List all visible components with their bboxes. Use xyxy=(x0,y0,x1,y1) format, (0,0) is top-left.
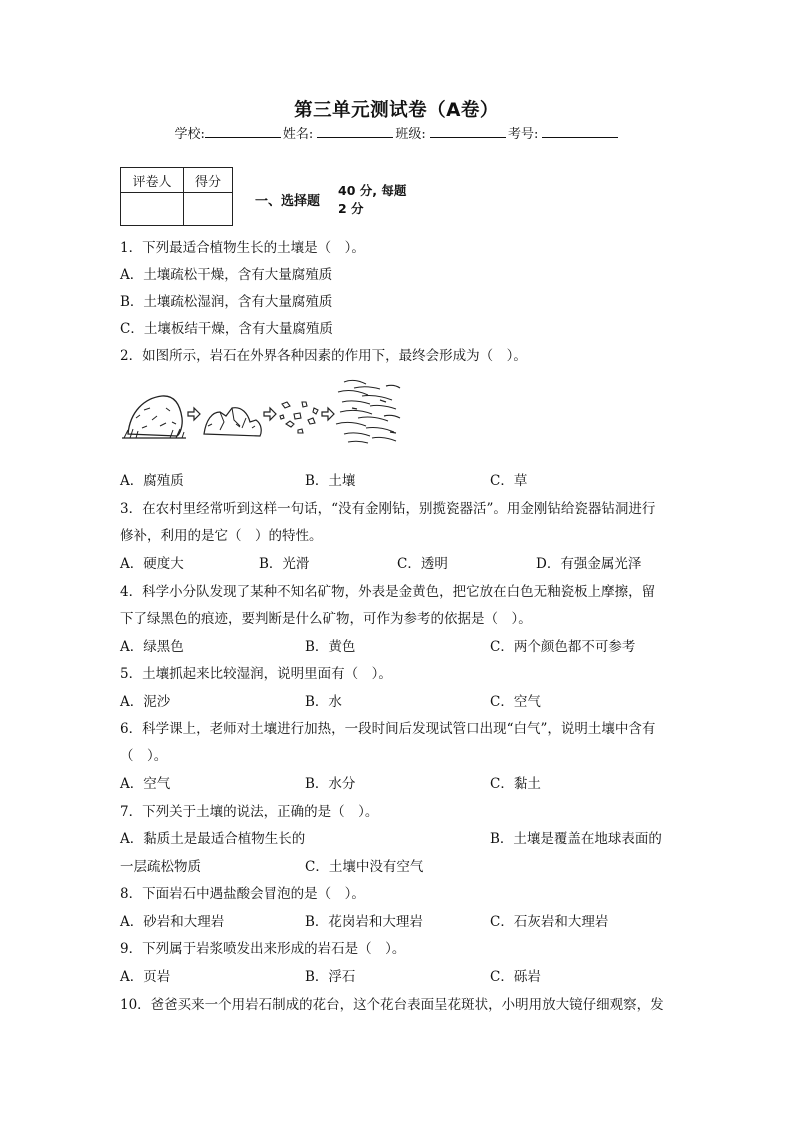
question-9-option-c: C．砾岩 xyxy=(490,969,541,985)
question-9-stem: 9．下列属于岩浆喷发出来形成的岩石是（ ）。 xyxy=(120,941,406,957)
rock-cracked xyxy=(204,408,261,436)
arrow-3 xyxy=(322,408,334,420)
question-5-stem: 5．土壤抓起来比较湿润，说明里面有（ ）。 xyxy=(120,666,392,682)
question-4-option-c: C．两个颜色都不可参考 xyxy=(490,639,636,655)
question-10-stem: 10．爸爸买来一个用岩石制成的花台，这个花台表面呈花斑状，小明用放大镜仔细观察，发 xyxy=(120,997,664,1013)
name-blank[interactable] xyxy=(317,125,393,138)
student-info-line xyxy=(0,123,793,142)
question-8-option-b: B．花岗岩和大理岩 xyxy=(305,914,423,930)
question-8-option-c: C．石灰岩和大理岩 xyxy=(490,914,609,930)
question-4-stem-line-1: 4．科学小分队发现了某种不知名矿物，外表是金黄色，把它放在白色无釉瓷板上摩擦，留 xyxy=(120,584,656,600)
question-6-option-b: B．水分 xyxy=(305,776,356,792)
question-8-stem: 8．下面岩石中遇盐酸会冒泡的是（ ）。 xyxy=(120,886,365,902)
section-note-line1: 40 分, 每题 xyxy=(338,183,407,198)
question-1-option-c: C．土壤板结干燥，含有大量腐殖质 xyxy=(120,321,333,337)
question-6-stem-line-2: （ ）。 xyxy=(120,748,168,764)
question-3-stem-line-1: 3．在农村里经常听到这样一句话，“没有金刚钻，别揽瓷器活”。用金刚钻给瓷器钻洞进行 xyxy=(120,501,656,517)
question-4-stem-line-2: 下了绿黑色的痕迹，要判断是什么矿物，可作为参考的依据是（ ）。 xyxy=(120,611,532,627)
page-title: 第三单元测试卷（A卷） xyxy=(294,100,499,121)
reviewer-cell[interactable] xyxy=(121,193,184,226)
class-blank[interactable] xyxy=(430,125,506,138)
school-label: 学校: xyxy=(174,127,205,142)
arrow-1 xyxy=(188,408,200,420)
question-9-option-b: B．浮石 xyxy=(305,969,356,985)
question-5-option-c: C．空气 xyxy=(490,694,541,710)
question-7-option-b: B．土壤是覆盖在地球表面的 xyxy=(490,831,662,847)
class-label: 班级: xyxy=(395,127,426,142)
question-1-option-b: B．土壤疏松湿润，含有大量腐殖质 xyxy=(120,294,333,310)
school-blank[interactable] xyxy=(205,125,281,138)
question-4-option-a: A．绿黑色 xyxy=(120,639,184,655)
rock-weathering-figure xyxy=(122,374,408,448)
question-5-option-b: B．水 xyxy=(305,694,342,710)
question-3-option-d: D．有强金属光泽 xyxy=(536,556,642,572)
reviewer-header: 评卷人 xyxy=(121,168,184,193)
section-note-line2: 2 分 xyxy=(338,201,364,216)
question-2-option-a: A．腐殖质 xyxy=(120,473,184,489)
soil-particles xyxy=(336,380,400,443)
exam-no-label: 考号: xyxy=(507,127,539,142)
question-3-stem-line-2: 修补，利用的是它（ ）的特性。 xyxy=(120,528,323,544)
question-2-option-b: B．土壤 xyxy=(305,473,356,489)
question-3-option-b: B．光滑 xyxy=(259,556,310,572)
section-title: 一、选择题 xyxy=(255,194,321,209)
name-label: 姓名: xyxy=(282,127,314,142)
question-3-option-a: A．硬度大 xyxy=(120,556,184,572)
arrow-2 xyxy=(264,408,276,420)
question-1-option-a: A．土壤疏松干燥，含有大量腐殖质 xyxy=(120,267,333,283)
score-table xyxy=(120,167,233,226)
question-6-option-a: A．空气 xyxy=(120,776,171,792)
section-note xyxy=(338,182,418,218)
question-7-option-c: C．土壤中没有空气 xyxy=(305,859,424,875)
question-2-option-c: C．草 xyxy=(490,473,528,489)
question-5-option-a: A．泥沙 xyxy=(120,694,171,710)
exam-no-blank[interactable] xyxy=(542,125,618,138)
score-header: 得分 xyxy=(184,168,233,193)
question-4-option-b: B．黄色 xyxy=(305,639,356,655)
question-9-option-a: A．页岩 xyxy=(120,969,171,985)
rock-fragments xyxy=(280,402,318,433)
question-7-option-b-continued: 一层疏松物质 xyxy=(120,859,201,875)
question-2-stem: 2．如图所示，岩石在外界各种因素的作用下，最终会形成为（ ）。 xyxy=(120,348,527,364)
score-cell[interactable] xyxy=(184,193,233,226)
question-8-option-a: A．砂岩和大理岩 xyxy=(120,914,225,930)
question-7-option-a: A．黏质土是最适合植物生长的 xyxy=(120,831,306,847)
question-1-stem: 1．下列最适合植物生长的土壤是（ ）。 xyxy=(120,240,365,256)
question-3-option-c: C．透明 xyxy=(397,556,448,572)
rock-boulder xyxy=(122,396,186,438)
question-7-stem: 7．下列关于土壤的说法，正确的是（ ）。 xyxy=(120,804,379,820)
question-6-stem-line-1: 6．科学课上，老师对土壤进行加热，一段时间后发现试管口出现“白气”，说明土壤中含有 xyxy=(120,721,656,737)
question-6-option-c: C．黏土 xyxy=(490,776,541,792)
